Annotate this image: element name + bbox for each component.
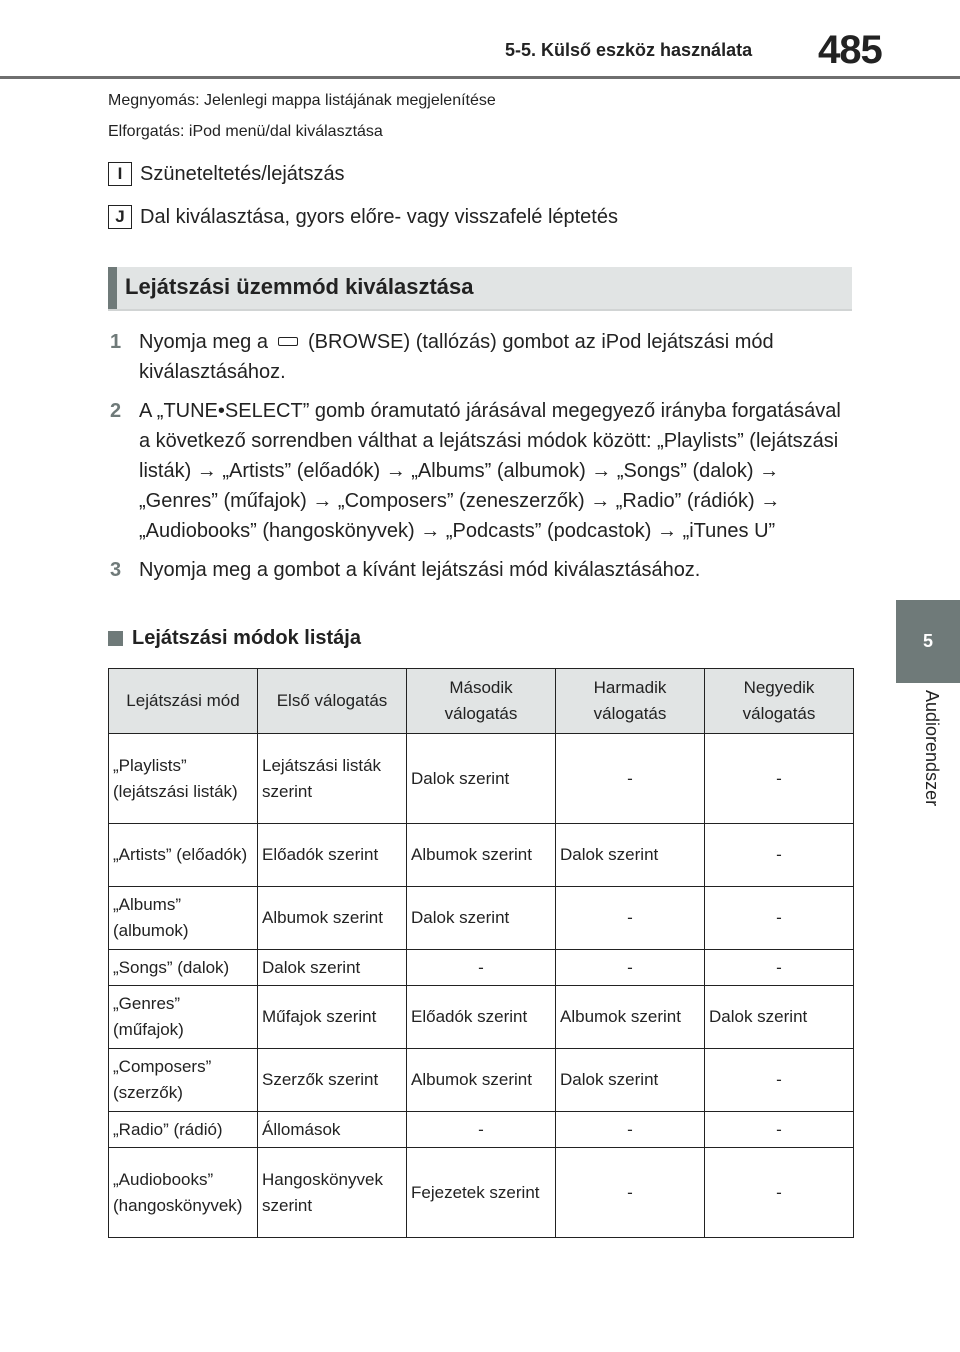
table-row [109, 734, 854, 824]
table-row [109, 887, 854, 950]
step-item [110, 396, 855, 546]
table-cell: - [705, 1148, 854, 1238]
table-cell: Előadók szerint [258, 824, 407, 887]
table-header-row [109, 669, 854, 734]
table-cell: Dalok szerint [556, 1049, 705, 1112]
table-cell: Albumok szerint [407, 1049, 556, 1112]
square-bullet-icon [108, 631, 123, 646]
header-divider [0, 76, 960, 79]
intro-line: Elforgatás: iPod menü/dal kiválasztása [108, 123, 383, 140]
table-cell: - [556, 1112, 705, 1148]
table-cell: - [407, 1112, 556, 1148]
table-cell: Előadók szerint [407, 986, 556, 1049]
column-header: Lejátszási mód [109, 669, 258, 734]
subheading [108, 627, 361, 650]
table-cell: - [705, 824, 854, 887]
table-cell: Albumok szerint [556, 986, 705, 1049]
step-item [110, 327, 855, 387]
table-cell: „Audiobooks” (hangoskönyvek) [109, 1148, 258, 1238]
table-cell: Dalok szerint [705, 986, 854, 1049]
step-text [139, 327, 855, 387]
legend-item [108, 162, 345, 186]
table-row [109, 986, 854, 1049]
table-cell: Állomások [258, 1112, 407, 1148]
table-cell: - [556, 734, 705, 824]
table-cell: - [407, 950, 556, 986]
browse-button-icon [278, 337, 298, 346]
intro-line: Megnyomás: Jelenlegi mappa listájának megjelenítése [108, 92, 496, 109]
table-cell: Fejezetek szerint [407, 1148, 556, 1238]
subheading-text: Lejátszási módok listája [132, 627, 361, 649]
table-row [109, 1049, 854, 1112]
table-cell: Dalok szerint [556, 824, 705, 887]
column-header: Harmadik válogatás [556, 669, 705, 734]
table-cell: Műfajok szerint [258, 986, 407, 1049]
step-item [110, 555, 855, 585]
section-heading-title: Lejátszási üzemmód kiválasztása [125, 274, 474, 299]
step-text: A „TUNE•SELECT” gomb óramutató járásával megegyező irányba forgatásával a következő sorrendben válthat a lejátszási módok között: „Playlists” (lejátszási listák) → „Artists” (előadók) → „Albums” (albumok) → „Songs” (dalok) → „Genres” (műfajok) → „Composers” (zeneszerzők) → „Radio” (rádiók) → „Audiobooks” (hangoskönyvek) → „Podcasts” (podcastok) → „iTunes U” [139, 400, 841, 542]
step-number: 3 [110, 559, 122, 581]
table-cell: „Albums” (albumok) [109, 887, 258, 950]
table-cell: „Radio” (rádió) [109, 1112, 258, 1148]
table-cell: Szerzők szerint [258, 1049, 407, 1112]
table-cell: „Playlists” (lejátszási listák) [109, 734, 258, 824]
table-row [109, 1148, 854, 1238]
step-text: Nyomja meg a gombot a kívánt lejátszási mód kiválasztásához. [139, 559, 701, 581]
section-heading [108, 267, 852, 311]
table-cell: - [705, 1049, 854, 1112]
step-number: 2 [110, 400, 122, 422]
table-cell: - [556, 950, 705, 986]
legend-text: Szüneteltetés/lejátszás [140, 162, 345, 185]
chapter-number: 5 [922, 631, 933, 651]
table-cell: Lejátszási listák szerint [258, 734, 407, 824]
table-cell: - [705, 887, 854, 950]
section-title: 5-5. Külső eszköz használata [505, 40, 753, 60]
legend-key: I [108, 162, 132, 186]
table-cell: Dalok szerint [407, 887, 556, 950]
table-row [109, 824, 854, 887]
table-cell: Albumok szerint [258, 887, 407, 950]
table-cell: Hangoskönyvek szerint [258, 1148, 407, 1238]
column-header: Negyedik válogatás [705, 669, 854, 734]
step-text-before: Nyomja meg a [139, 331, 268, 353]
table-cell: Dalok szerint [258, 950, 407, 986]
column-header: Első válogatás [258, 669, 407, 734]
playback-modes-table [108, 668, 854, 1238]
step-list [110, 327, 855, 594]
chapter-tab [896, 600, 960, 683]
step-text-after: (BROWSE) (tallózás) gombot az iPod lejátszási mód kiválasztásához. [139, 331, 774, 383]
section-heading-bar [108, 267, 117, 309]
legend-key: J [108, 205, 132, 229]
table-cell: - [705, 734, 854, 824]
legend-text: Dal kiválasztása, gyors előre- vagy visszafelé léptetés [140, 205, 618, 228]
table-cell: „Genres” (műfajok) [109, 986, 258, 1049]
table-cell: „Songs” (dalok) [109, 950, 258, 986]
table-cell: - [556, 887, 705, 950]
table-cell: Dalok szerint [407, 734, 556, 824]
table-cell: „Artists” (előadók) [109, 824, 258, 887]
table-cell: - [556, 1148, 705, 1238]
step-number: 1 [110, 331, 122, 353]
table-cell: - [705, 950, 854, 986]
table-row [109, 950, 854, 986]
chapter-label: Audiorendszer [922, 690, 942, 807]
page-number: 485 [818, 28, 882, 72]
legend-item [108, 205, 618, 229]
column-header: Második válogatás [407, 669, 556, 734]
table-cell: „Composers” (szerzők) [109, 1049, 258, 1112]
table-cell: - [705, 1112, 854, 1148]
table-row [109, 1112, 854, 1148]
table-cell: Albumok szerint [407, 824, 556, 887]
